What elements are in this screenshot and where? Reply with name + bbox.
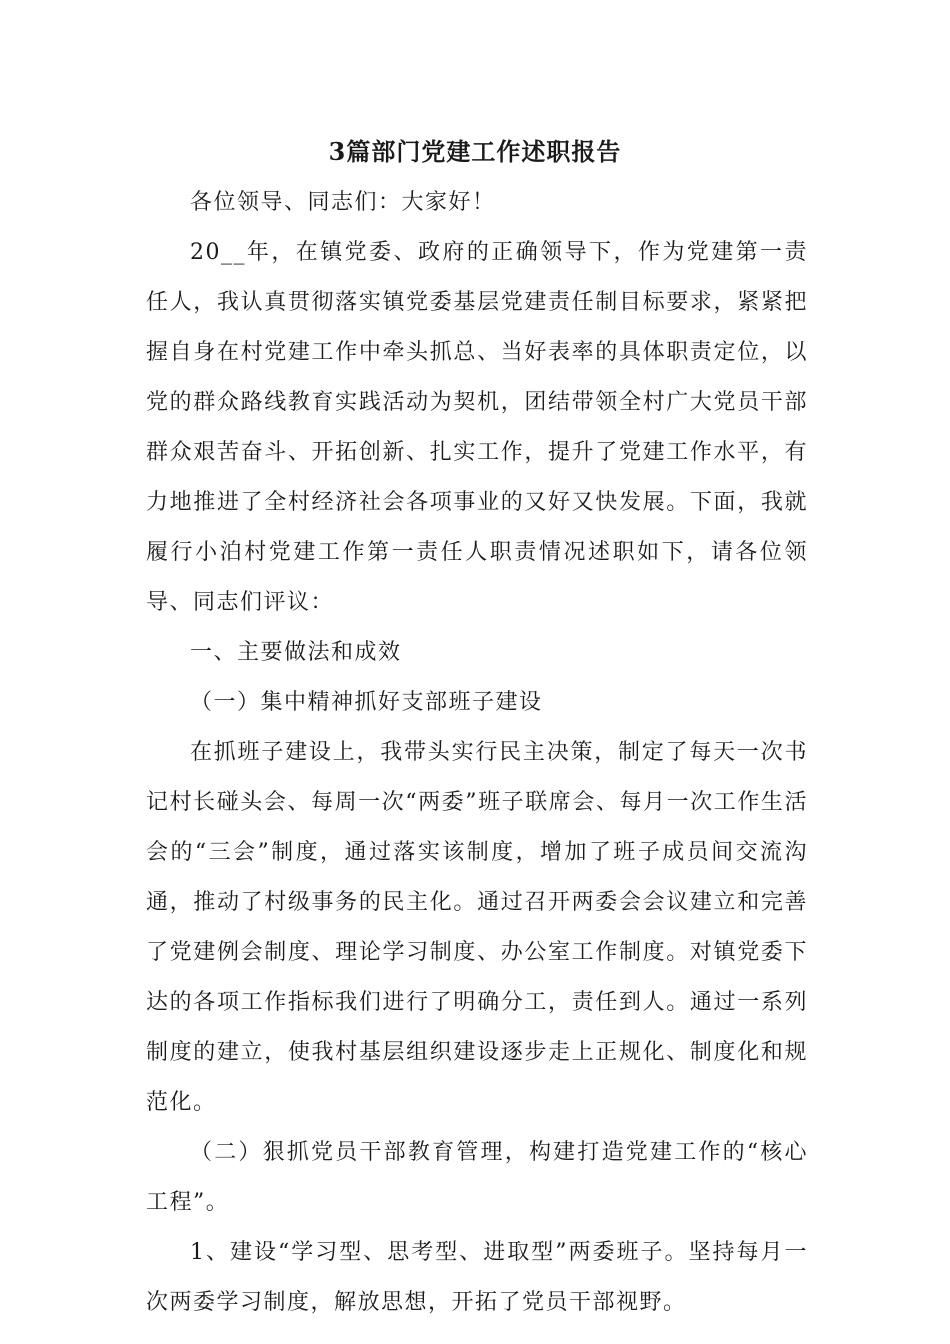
document-body (146, 178, 808, 1328)
section-heading: 一、主要做法和成效 (190, 640, 402, 665)
body-paragraph-1: 在抓班子建设上，我带头实行民主决策，制定了每天一次书记村长碰头会、每周一次“两委”班子联席会、每月一次工作生活会的“三会”制度，通过落实该制度，增加了班子成员间交流沟通，推动了村级事务的民主化。通过召开两委会会议建立和完善了党建例会制度、理论学习制度、办公室工作制度。对镇党委下达的各项工作指标我们进行了明确分工，责任到人。通过一系列制度的建立，使我村基层组织建设逐步走上正规化、制度化和规范化。 (146, 740, 808, 1115)
greeting-paragraph: 各位领导、同志们：大家好！ (190, 190, 496, 215)
subsection-heading-2: （二）狠抓党员干部教育管理，构建打造党建工作的“核心工程”。 (146, 1140, 808, 1215)
body-paragraph-2: 1、建设“学习型、思考型、进取型”两委班子。坚持每月一次两委学习制度，解放思想，开拓了党员干部视野。 (146, 1240, 808, 1315)
subsection-heading-1: （一）集中精神抓好支部班子建设 (190, 690, 543, 715)
intro-paragraph: 20__年，在镇党委、政府的正确领导下，作为党建第一责任人，我认真贯彻落实镇党委基层党建责任制目标要求，紧紧把握自身在村党建工作中牵头抓总、当好表率的具体职责定位，以党的群众路线教育实践活动为契机，团结带领全村广大党员干部群众艰苦奋斗、开拓创新、扎实工作，提升了党建工作水平，有力地推进了全村经济社会各项事业的又好又快发展。下面，我就履行小泊村党建工作第一责任人职责情况述职如下，请各位领导、同志们评议： (146, 240, 808, 615)
document-title: 3篇部门党建工作述职报告 (328, 137, 622, 166)
